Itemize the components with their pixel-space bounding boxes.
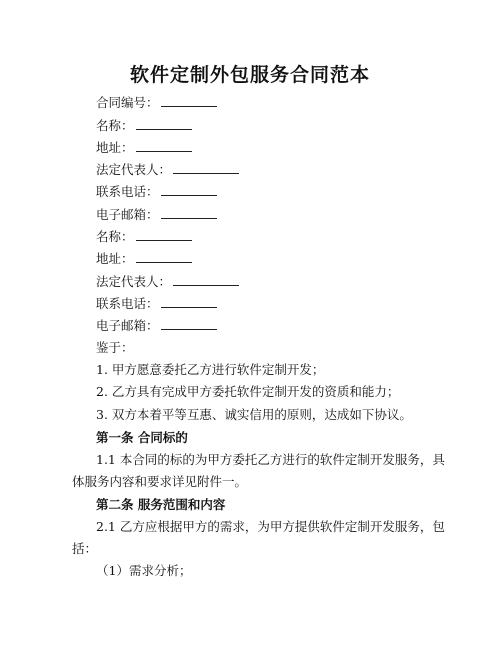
article-1-clause-line1: 1.1 本合同的标的为甲方委托乙方进行的软件定制开发服务，具 — [96, 452, 445, 467]
field-contract-number — [96, 94, 217, 111]
field-label: 名称： — [96, 118, 134, 133]
field-blank — [161, 295, 217, 308]
field-label: 名称： — [96, 229, 134, 244]
field-legal-rep-b — [96, 273, 239, 290]
recital-2: 2. 乙方具有完成甲方委托软件定制开发的资质和能力； — [96, 384, 400, 399]
field-blank — [161, 94, 217, 107]
document-title: 软件定制外包服务合同范本 — [129, 64, 370, 86]
field-blank — [136, 139, 192, 152]
field-blank — [136, 117, 192, 130]
field-label: 电子邮箱： — [96, 207, 159, 222]
field-email-a — [96, 206, 217, 223]
field-blank — [136, 228, 192, 241]
article-2-heading: 第二条 服务范围和内容 — [96, 497, 226, 512]
field-label: 法定代表人： — [96, 274, 172, 289]
field-label: 地址： — [96, 251, 134, 266]
field-label: 合同编号： — [96, 95, 159, 110]
field-blank — [136, 250, 192, 263]
field-legal-rep-a — [96, 161, 239, 178]
field-address-b — [96, 250, 192, 267]
article-2-item-1: （1）需求分析； — [96, 563, 192, 578]
field-label: 法定代表人： — [96, 162, 172, 177]
field-address-a — [96, 139, 192, 156]
article-1-clause-line2: 体服务内容和要求详见附件一。 — [72, 474, 248, 489]
recital-3: 3. 双方本着平等互惠、诚实信用的原则，达成如下协议。 — [96, 407, 412, 422]
field-blank — [161, 206, 217, 219]
field-label: 联系电话： — [96, 184, 159, 199]
field-name-b — [96, 228, 192, 245]
field-label: 联系电话： — [96, 296, 159, 311]
article-1-heading: 第一条 合同标的 — [96, 430, 188, 445]
field-phone-a — [96, 183, 217, 200]
field-blank — [173, 161, 239, 174]
article-2-clause-line1: 2.1 乙方应根据甲方的需求，为甲方提供软件定制开发服务，包 — [96, 519, 445, 534]
field-blank — [161, 183, 217, 196]
field-name-a — [96, 117, 192, 134]
field-blank — [161, 317, 217, 330]
field-email-b — [96, 317, 217, 334]
article-2-clause-line2: 括： — [72, 541, 98, 556]
field-blank — [173, 273, 239, 286]
whereas-label: 鉴于： — [96, 340, 134, 355]
recital-1: 1. 甲方愿意委托乙方进行软件定制开发； — [96, 362, 325, 377]
field-label: 电子邮箱： — [96, 318, 159, 333]
field-label: 地址： — [96, 140, 134, 155]
field-phone-b — [96, 295, 217, 312]
